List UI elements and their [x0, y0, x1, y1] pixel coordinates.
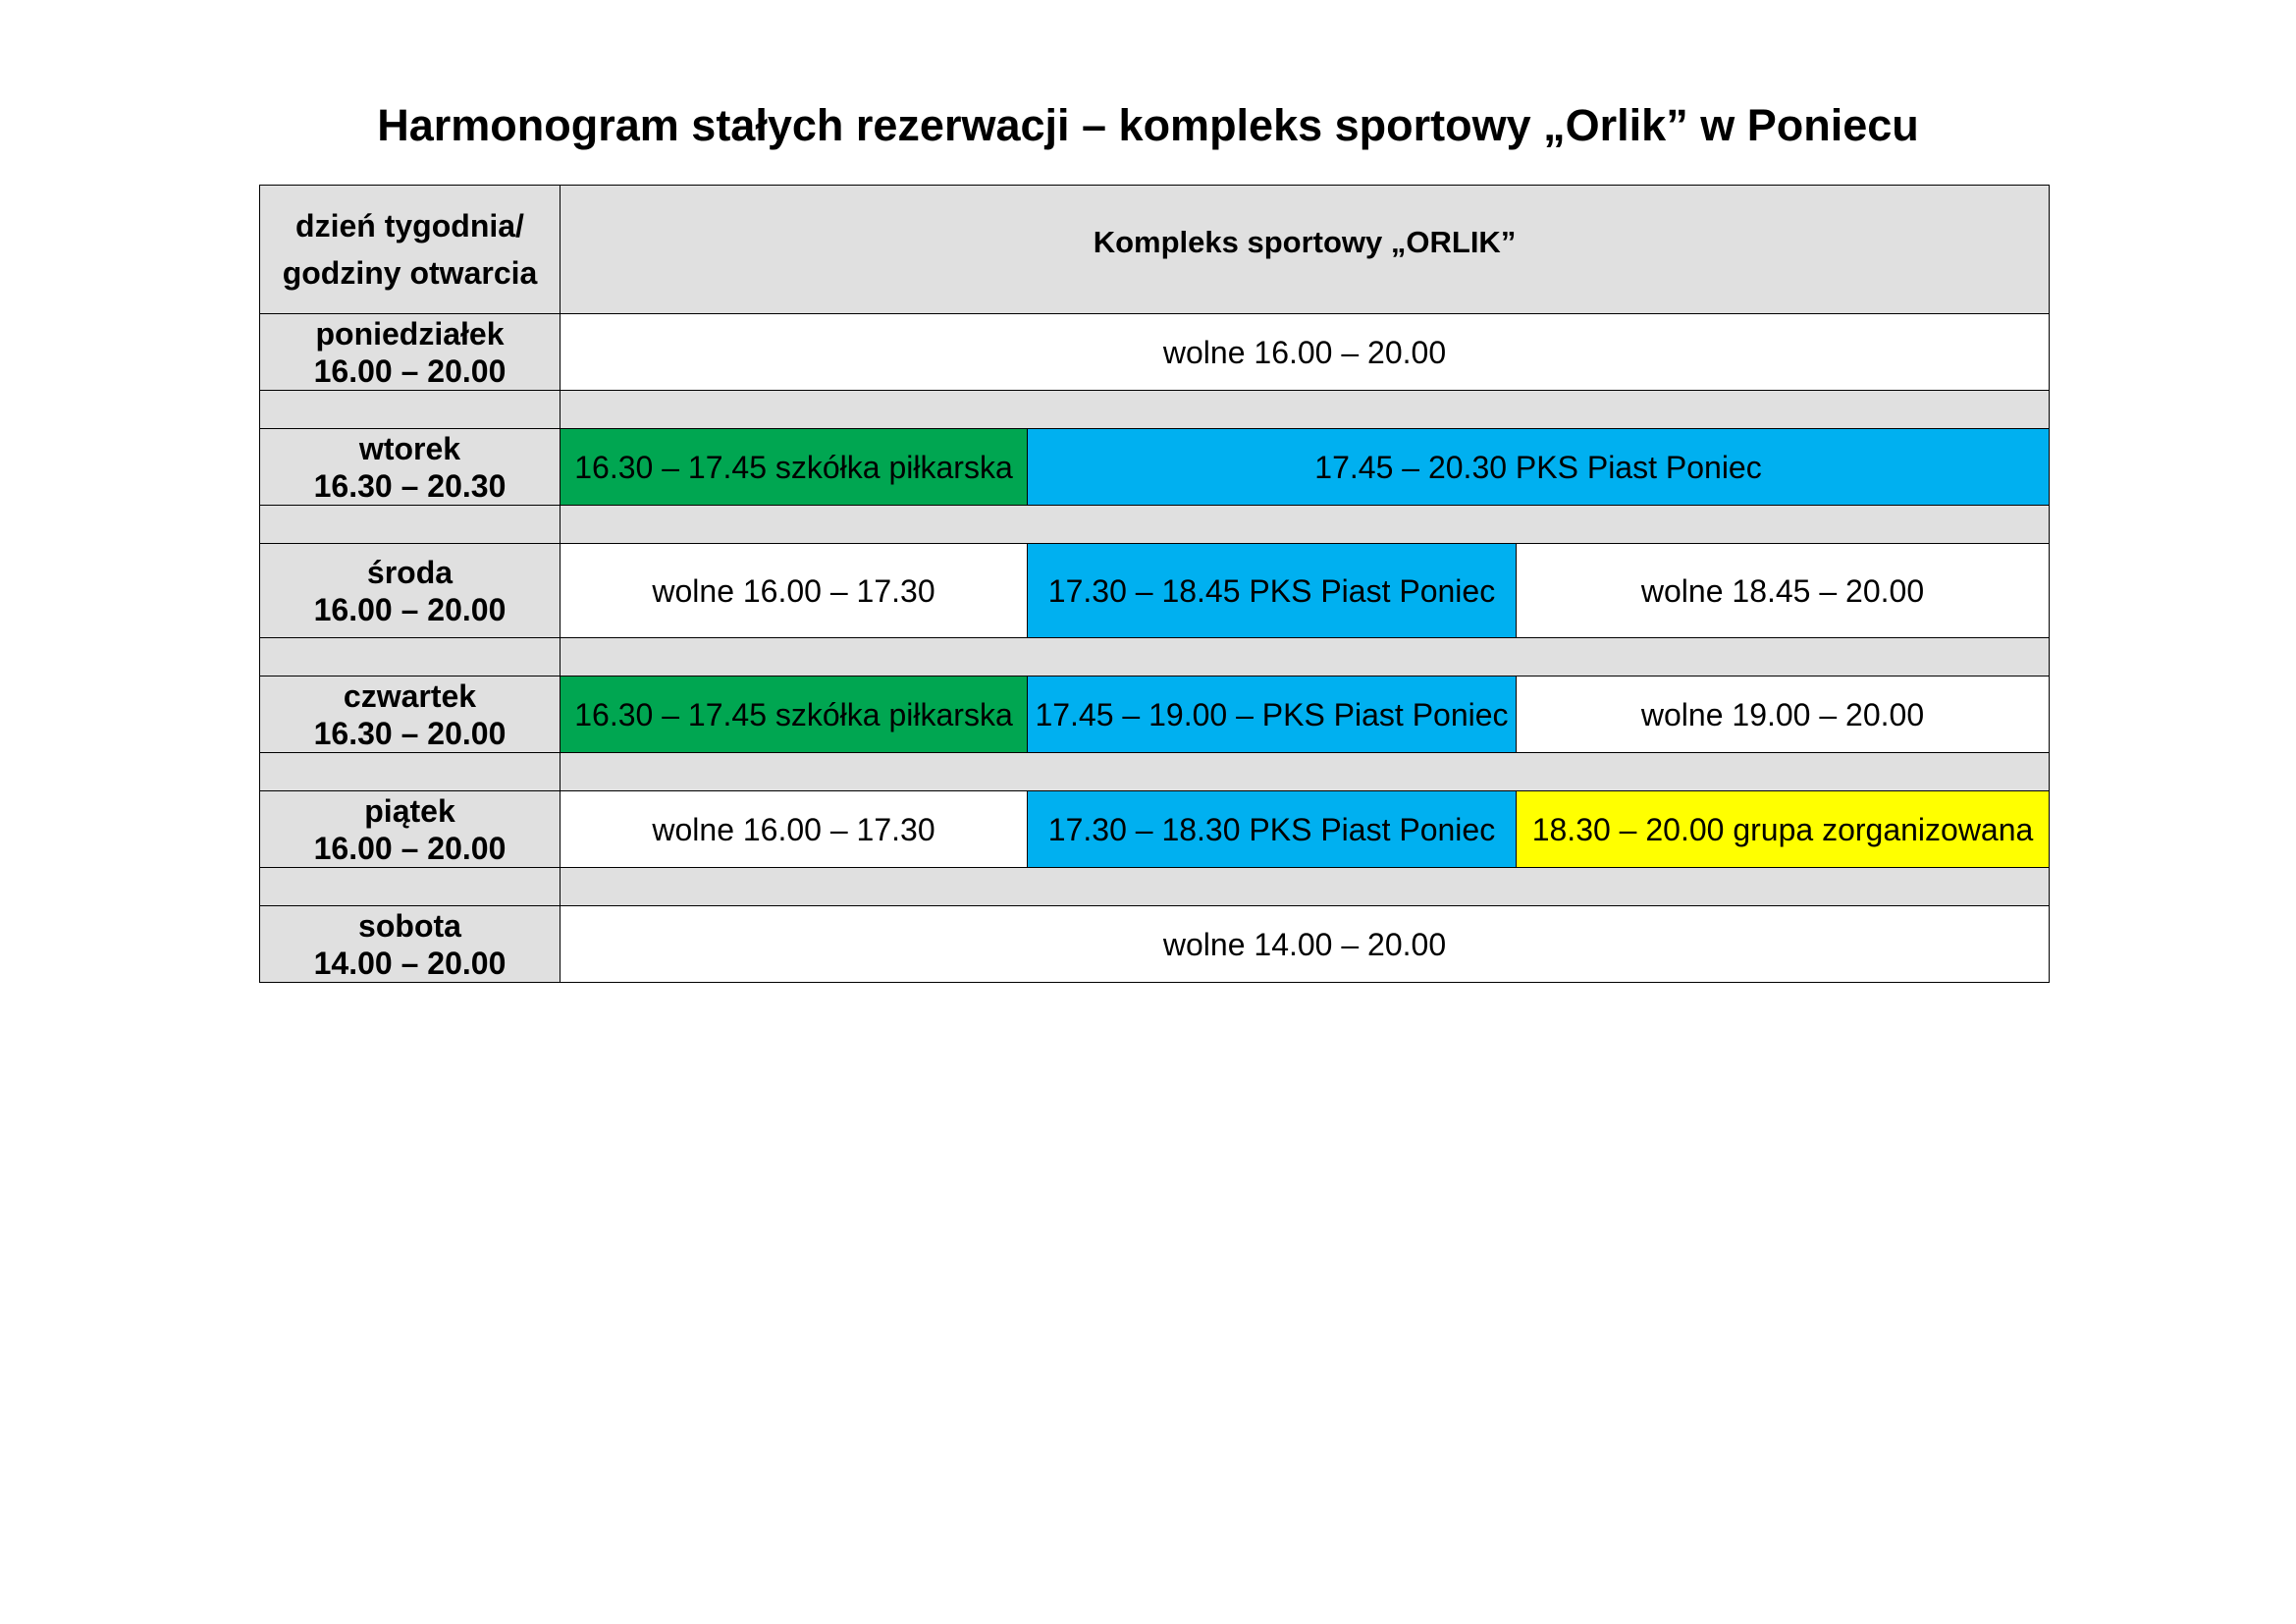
day-cell: [260, 906, 561, 983]
spacer-cell: [260, 868, 561, 906]
slot-free: wolne 16.00 – 17.30: [561, 791, 1028, 868]
table-row-tuesday: [260, 429, 2050, 506]
day-name: poniedziałek: [315, 315, 505, 352]
table-row-monday: [260, 314, 2050, 391]
slot-free: wolne 18.45 – 20.00: [1517, 544, 2050, 638]
day-name: sobota: [358, 907, 461, 944]
spacer-row: [260, 506, 2050, 544]
slot-pks-piast: 17.30 – 18.45 PKS Piast Poniec: [1028, 544, 1517, 638]
day-cell: [260, 544, 561, 638]
spacer-cell: [561, 506, 2050, 544]
slot-football-school: 16.30 – 17.45 szkółka piłkarska: [561, 429, 1028, 506]
slot-free: wolne 19.00 – 20.00: [1517, 677, 2050, 753]
slot-pks-piast: 17.45 – 19.00 – PKS Piast Poniec: [1028, 677, 1517, 753]
day-name: czwartek: [343, 677, 477, 714]
slot-football-school: 16.30 – 17.45 szkółka piłkarska: [561, 677, 1028, 753]
spacer-row: [260, 753, 2050, 791]
day-hours: 16.30 – 20.30: [313, 467, 507, 504]
schedule-table: [259, 185, 2050, 983]
header-facility: Kompleks sportowy „ORLIK”: [561, 186, 2050, 314]
day-hours: 16.30 – 20.00: [313, 715, 507, 751]
spacer-cell: [561, 753, 2050, 791]
spacer-cell: [260, 638, 561, 677]
slot-pks-piast: 17.30 – 18.30 PKS Piast Poniec: [1028, 791, 1517, 868]
table-header-row: [260, 186, 2050, 314]
day-name: środa: [366, 554, 454, 590]
header-hours-label: godziny otwarcia: [282, 255, 538, 291]
spacer-cell: [260, 753, 561, 791]
spacer-cell: [561, 868, 2050, 906]
spacer-cell: [260, 506, 561, 544]
table-row-thursday: [260, 677, 2050, 753]
spacer-cell: [260, 391, 561, 429]
slot-free: wolne 16.00 – 17.30: [561, 544, 1028, 638]
spacer-cell: [561, 638, 2050, 677]
spacer-row: [260, 391, 2050, 429]
day-cell: [260, 429, 561, 506]
spacer-row: [260, 638, 2050, 677]
day-name: wtorek: [358, 430, 461, 466]
spacer-row: [260, 868, 2050, 906]
slot-free: wolne 16.00 – 20.00: [561, 314, 2050, 391]
table-row-friday: [260, 791, 2050, 868]
day-name: piątek: [364, 792, 455, 829]
spacer-cell: [561, 391, 2050, 429]
table-row-saturday: [260, 906, 2050, 983]
slot-organized-group: 18.30 – 20.00 grupa zorganizowana: [1517, 791, 2050, 868]
header-day-hours: [260, 186, 561, 314]
day-hours: 16.00 – 20.00: [313, 830, 507, 866]
table-row-wednesday: [260, 544, 2050, 638]
day-hours: 14.00 – 20.00: [313, 945, 507, 981]
day-cell: [260, 314, 561, 391]
slot-free: wolne 14.00 – 20.00: [561, 906, 2050, 983]
day-cell: [260, 677, 561, 753]
day-hours: 16.00 – 20.00: [313, 352, 507, 389]
day-hours: 16.00 – 20.00: [313, 591, 507, 627]
header-day-label: dzień tygodnia/: [295, 208, 524, 244]
page-title: Harmonogram stałych rezerwacji – kompleks sportowy „Orlik” w Poniecu: [377, 100, 1919, 150]
day-cell: [260, 791, 561, 868]
slot-pks-piast: 17.45 – 20.30 PKS Piast Poniec: [1028, 429, 2050, 506]
